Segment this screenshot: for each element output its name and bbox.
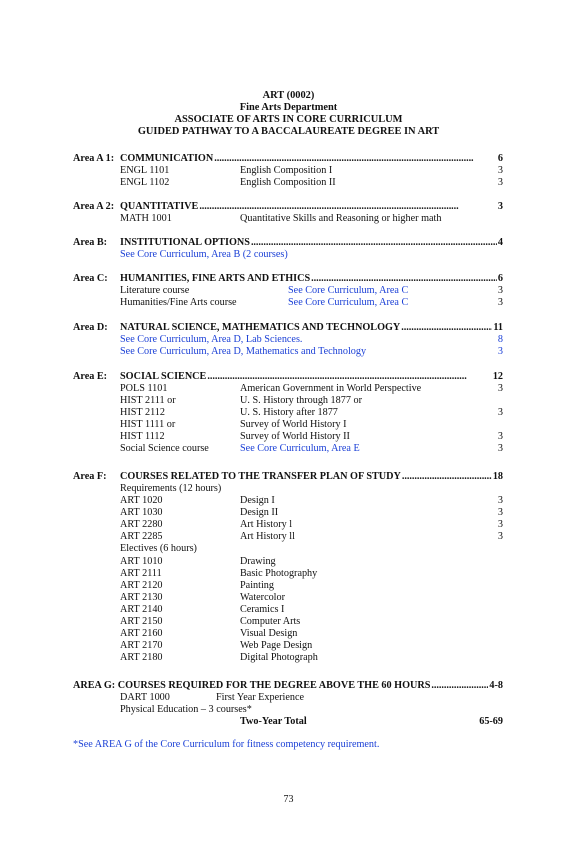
area-hours: 6 xyxy=(497,153,503,164)
course-row xyxy=(0,628,577,640)
course-row xyxy=(0,568,577,580)
course-hours: 3 xyxy=(497,407,503,418)
course-code: HIST 2112 xyxy=(120,407,165,418)
area-hours: 12 xyxy=(492,371,503,382)
course-row xyxy=(0,395,577,407)
area-a2-heading xyxy=(0,201,577,213)
course-code: ART 2130 xyxy=(120,592,163,603)
area-label: Area A 1: xyxy=(73,153,115,164)
course-hours: 3 xyxy=(497,297,503,308)
course-code: ART 2160 xyxy=(120,628,163,639)
course-row xyxy=(0,297,577,309)
course-row xyxy=(0,165,577,177)
core-reference-link[interactable]: See Core Curriculum, Area B (2 courses) xyxy=(120,249,288,260)
course-title: Basic Photography xyxy=(240,568,318,579)
core-reference-link[interactable]: See Core Curriculum, Area D, Mathematics and Technology xyxy=(120,346,367,357)
course-title: U. S. History through 1877 or xyxy=(240,395,362,406)
course-title: Drawing xyxy=(240,556,276,567)
core-reference-link[interactable]: See Core Curriculum, Area C xyxy=(288,297,409,308)
course-title: Watercolor xyxy=(240,592,285,603)
course-title: Design I xyxy=(240,495,275,506)
area-label: Area D: xyxy=(73,322,108,333)
course-row xyxy=(0,346,577,358)
course-row xyxy=(0,177,577,189)
course-title: U. S. History after 1877 xyxy=(240,407,338,418)
course-row xyxy=(0,704,577,716)
course-title: Ceramics I xyxy=(240,604,285,615)
course-title: Art History ll xyxy=(240,531,295,542)
area-title: SOCIAL SCIENCE xyxy=(120,371,207,382)
course-hours: 3 xyxy=(497,165,503,176)
course-row xyxy=(0,580,577,592)
area-title: COMMUNICATION xyxy=(120,153,214,164)
course-hours: 3 xyxy=(497,507,503,518)
area-hours: 4 xyxy=(497,237,503,248)
course-row xyxy=(0,507,577,519)
course-row xyxy=(0,213,577,225)
area-title: INSTITUTIONAL OPTIONS xyxy=(120,237,250,248)
course-code: ART 1010 xyxy=(120,556,163,567)
course-row xyxy=(0,334,577,346)
area-title: HUMANITIES, FINE ARTS AND ETHICS xyxy=(120,273,311,284)
area-c-heading xyxy=(0,273,577,285)
course-title: English Composition I xyxy=(240,165,333,176)
area-b-heading xyxy=(0,237,577,249)
course-row xyxy=(0,531,577,543)
course-title: American Government in World Perspective xyxy=(240,383,422,394)
page-number: 73 xyxy=(283,794,294,805)
course-hours: 3 xyxy=(497,531,503,542)
area-label: Area A 2: xyxy=(73,201,115,212)
area-label: Area B: xyxy=(73,237,108,248)
course-row xyxy=(0,249,577,261)
course-code: HIST 1112 xyxy=(120,431,165,442)
course-row xyxy=(0,383,577,395)
course-code: Physical Education – 3 courses* xyxy=(120,704,252,715)
course-code: ART 2120 xyxy=(120,580,163,591)
course-code: DART 1000 xyxy=(120,692,170,703)
program-title: ART (0002) xyxy=(262,90,315,101)
course-title: Computer Arts xyxy=(240,616,301,627)
area-label: Area E: xyxy=(73,371,108,382)
course-title: Design II xyxy=(240,507,279,518)
area-e-heading xyxy=(0,371,577,383)
area-title: AREA G: COURSES REQUIRED FOR THE DEGREE ABOVE THE 60 HOURS xyxy=(73,680,431,691)
course-code: ENGL 1101 xyxy=(120,165,170,176)
course-title: Web Page Design xyxy=(240,640,313,651)
course-row xyxy=(0,419,577,431)
course-hours: 3 xyxy=(497,346,503,357)
area-label: Area F: xyxy=(73,471,107,482)
course-code: ART 2140 xyxy=(120,604,163,615)
area-hours: 18 xyxy=(492,471,503,482)
course-hours: 3 xyxy=(497,519,503,530)
course-title: Survey of World History II xyxy=(240,431,350,442)
area-g-heading xyxy=(0,680,577,692)
course-title: Digital Photograph xyxy=(240,652,318,663)
core-reference-link[interactable]: See Core Curriculum, Area D, Lab Sciences. xyxy=(120,334,303,345)
area-f-heading xyxy=(0,471,577,483)
course-title: English Composition II xyxy=(240,177,336,188)
area-title: NATURAL SCIENCE, MATHEMATICS AND TECHNOLOGY xyxy=(120,322,401,333)
total-hours: 65-69 xyxy=(479,716,503,727)
course-code: HIST 2111 or xyxy=(120,395,176,406)
course-row xyxy=(0,652,577,664)
core-reference-link[interactable]: See Core Curriculum, Area C xyxy=(288,285,409,296)
course-title: Art History l xyxy=(240,519,293,530)
course-hours: 3 xyxy=(497,285,503,296)
course-row xyxy=(0,431,577,443)
course-title: Survey of World History I xyxy=(240,419,347,430)
course-code: ART 1020 xyxy=(120,495,163,506)
pathway-title: GUIDED PATHWAY TO A BACCALAUREATE DEGREE IN ART xyxy=(137,126,440,137)
course-row xyxy=(0,519,577,531)
course-code: HIST 1111 or xyxy=(120,419,176,430)
course-hours: 3 xyxy=(497,383,503,394)
area-label: Area C: xyxy=(73,273,108,284)
course-code: POLS 1101 xyxy=(120,383,168,394)
area-hours: 4-8 xyxy=(489,680,503,691)
course-hours: 8 xyxy=(497,334,503,345)
degree-title: ASSOCIATE OF ARTS IN CORE CURRICULUM xyxy=(174,114,403,125)
total-row xyxy=(0,716,577,728)
area-title: QUANTITATIVE xyxy=(120,201,199,212)
course-code: MATH 1001 xyxy=(120,213,172,224)
area-d-heading xyxy=(0,322,577,334)
area-a1-heading xyxy=(0,153,577,165)
course-row xyxy=(0,640,577,652)
course-title: Painting xyxy=(240,580,274,591)
course-code: ART 2180 xyxy=(120,652,163,663)
course-code: ENGL 1102 xyxy=(120,177,170,188)
course-row xyxy=(0,407,577,419)
total-label: Two-Year Total xyxy=(240,716,307,727)
course-code: Humanities/Fine Arts course xyxy=(120,297,237,308)
course-title: Quantitative Skills and Reasoning or higher math xyxy=(240,213,442,224)
footnote-text: *See AREA G of the Core Curriculum for fitness competency requirement. xyxy=(73,739,380,750)
course-title: First Year Experience xyxy=(216,692,304,703)
department: Fine Arts Department xyxy=(239,102,338,113)
course-code: Social Science course xyxy=(120,443,209,454)
core-reference-link[interactable]: See Core Curriculum, Area E xyxy=(240,443,360,454)
area-title: COURSES RELATED TO THE TRANSFER PLAN OF STUDY xyxy=(120,471,401,482)
course-row xyxy=(0,692,577,704)
footnote xyxy=(0,739,577,751)
course-hours: 3 xyxy=(497,495,503,506)
course-row xyxy=(0,592,577,604)
course-code: ART 2111 xyxy=(120,568,162,579)
course-row xyxy=(0,616,577,628)
course-code: ART 2285 xyxy=(120,531,163,542)
course-hours: 3 xyxy=(497,443,503,454)
course-hours: 3 xyxy=(497,431,503,442)
course-row xyxy=(0,443,577,455)
course-row xyxy=(0,285,577,297)
area-hours: 6 xyxy=(497,273,503,284)
area-hours: 11 xyxy=(493,322,503,333)
course-code: Literature course xyxy=(120,285,190,296)
course-row xyxy=(0,556,577,568)
course-hours: 3 xyxy=(497,177,503,188)
electives-label: Electives (6 hours) xyxy=(120,543,197,554)
course-code: ART 1030 xyxy=(120,507,163,518)
course-row xyxy=(0,604,577,616)
course-code: ART 2150 xyxy=(120,616,163,627)
course-code: ART 2280 xyxy=(120,519,163,530)
course-code: ART 2170 xyxy=(120,640,163,651)
course-title: Visual Design xyxy=(240,628,298,639)
area-hours: 3 xyxy=(497,201,503,212)
requirements-label: Requirements (12 hours) xyxy=(120,483,222,494)
course-row xyxy=(0,495,577,507)
